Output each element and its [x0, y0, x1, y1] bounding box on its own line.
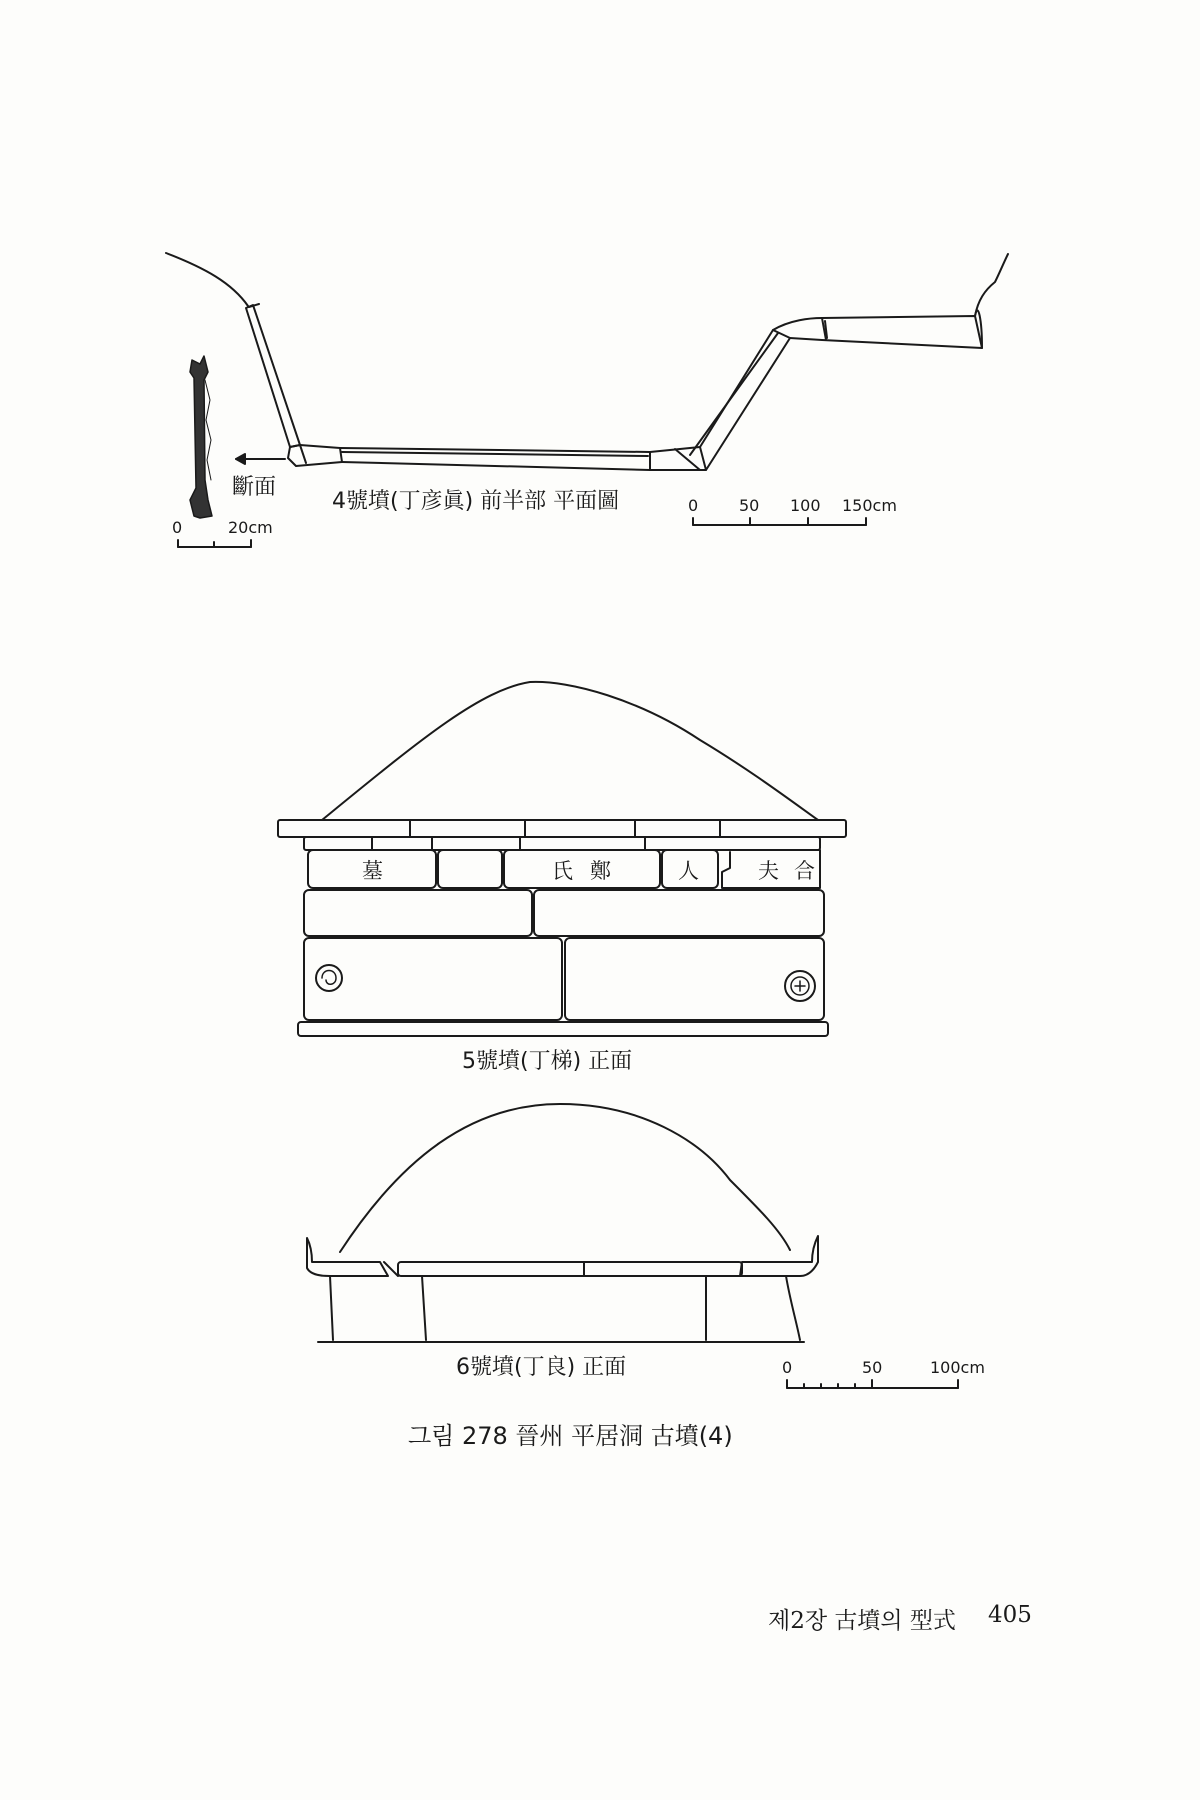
tomb6-scale-end: 100cm — [930, 1358, 985, 1377]
roundel-left-icon — [316, 965, 342, 991]
tomb5-caption: 5號墳(丁梯) 正面 — [462, 1049, 633, 1074]
running-head: 제2장 古墳의 型式 — [768, 1608, 956, 1634]
plan-scale-bar — [693, 518, 866, 525]
inscription-char: 人 — [678, 859, 699, 883]
inscription-char: 夫 — [758, 859, 779, 883]
inscription-char: 合 — [794, 859, 815, 883]
section-label: 斷面 — [232, 475, 277, 500]
inscription-char: 墓 — [362, 859, 383, 883]
tomb6-scale-zero: 0 — [782, 1358, 793, 1377]
inscription-char: 鄭 — [590, 859, 611, 883]
tomb6-front-drawing — [307, 1104, 818, 1342]
tomb4-plan-drawing — [166, 253, 1008, 470]
section-scale-zero: 0 — [172, 518, 183, 537]
section-arrow-icon — [236, 454, 285, 464]
plan-scale-50: 50 — [739, 496, 760, 515]
plan-scale-100: 100 — [790, 496, 821, 515]
page-number: 405 — [988, 1602, 1032, 1628]
section-scale-end: 20cm — [228, 518, 273, 537]
tomb6-scale-bar — [787, 1380, 958, 1388]
plan-scale-zero: 0 — [688, 496, 699, 515]
inscription-char: 氏 — [552, 859, 573, 883]
figure-caption: 그림 278 晉州 平居洞 古墳(4) — [408, 1422, 733, 1450]
section-scale-bar — [178, 540, 251, 547]
roundel-right-icon — [785, 971, 815, 1001]
tomb6-scale-50: 50 — [862, 1358, 883, 1377]
tomb4-caption: 4號墳(丁彦眞) 前半部 平面圖 — [332, 489, 620, 514]
tomb6-caption: 6號墳(丁良) 正面 — [456, 1355, 627, 1380]
tomb4-section-drawing — [190, 356, 212, 518]
plan-scale-end: 150cm — [842, 496, 897, 515]
